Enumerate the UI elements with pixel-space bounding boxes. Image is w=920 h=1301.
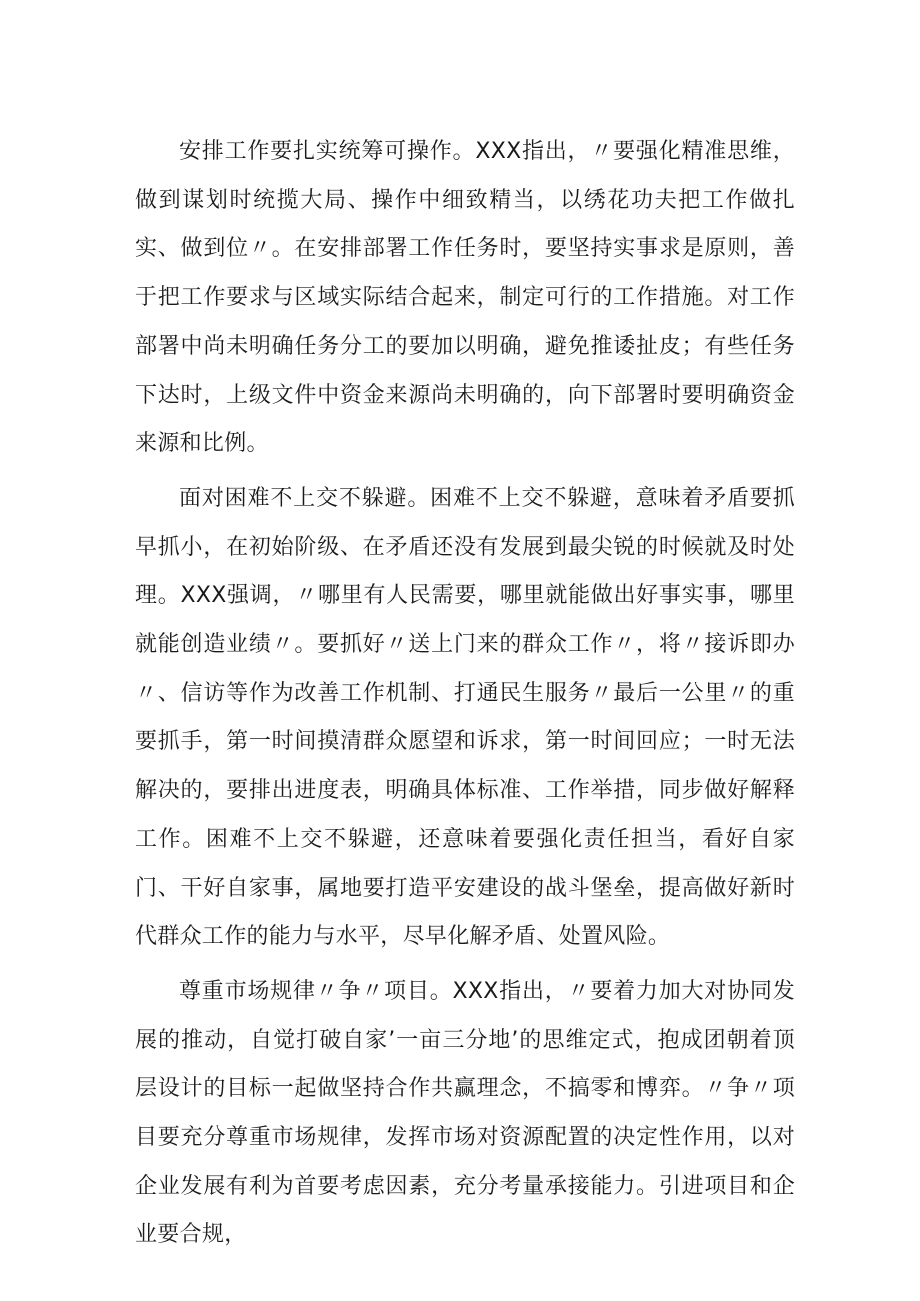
paragraph-market-rules: 尊重市场规律〃争〃项目。XXX指出，〃要着力加大对协同发展的推动，自觉打破自家’一亩三分地’的思维定式，抱成团朝着顶层设计的目标一起做坚持合作共赢理念，不搞零和博弈。〃争〃项目要充分尊重市场规律，发挥市场对资源配置的决定性作用，以对企业发展有利为首要考虑因素，充分考量承接能力。引进项目和企业要合规， bbox=[135, 978, 795, 1248]
paragraph-work-arrangement: 安排工作要扎实统筹可操作。XXX指出，〃要强化精准思维，做到谋划时统揽大局、操作中细致精当，以绣花功夫把工作做扎实、做到位〃。在安排部署工作任务时，要坚持实事求是原则，善于把工作要求与区域实际结合起来，制定可行的工作措施。对工作部署中尚未明确任务分工的要加以明确，避免推诿扯皮；有些任务下达时，上级文件中资金来源尚未明确的，向下部署时要明确资金来源和比例。 bbox=[135, 139, 795, 457]
paragraph-face-difficulties: 面对困难不上交不躲避。困难不上交不躲避，意味着矛盾要抓早抓小，在初始阶级、在矛盾还没有发展到最尖锐的时候就及时处理。XXX强调，〃哪里有人民需要，哪里就能做出好事实事，哪里就能创造业绩〃。要抓好〃送上门来的群众工作〃，将〃接诉即办〃、信访等作为改善工作机制、打通民生服务〃最后一公里〃的重要抓手，第一时间摸清群众愿望和诉求，第一时间回应；一时无法解决的，要排出进度表，明确具体标准、工作举措，同步做好解释工作。困难不上交不躲避，还意味着要强化责任担当，看好自家门、干好自家事，属地要打造平安建设的战斗堡垒，提高做好新时代群众工作的能力与水平，尽早化解矛盾、处置风险。 bbox=[135, 485, 795, 950]
document-body bbox=[135, 128, 795, 1266]
